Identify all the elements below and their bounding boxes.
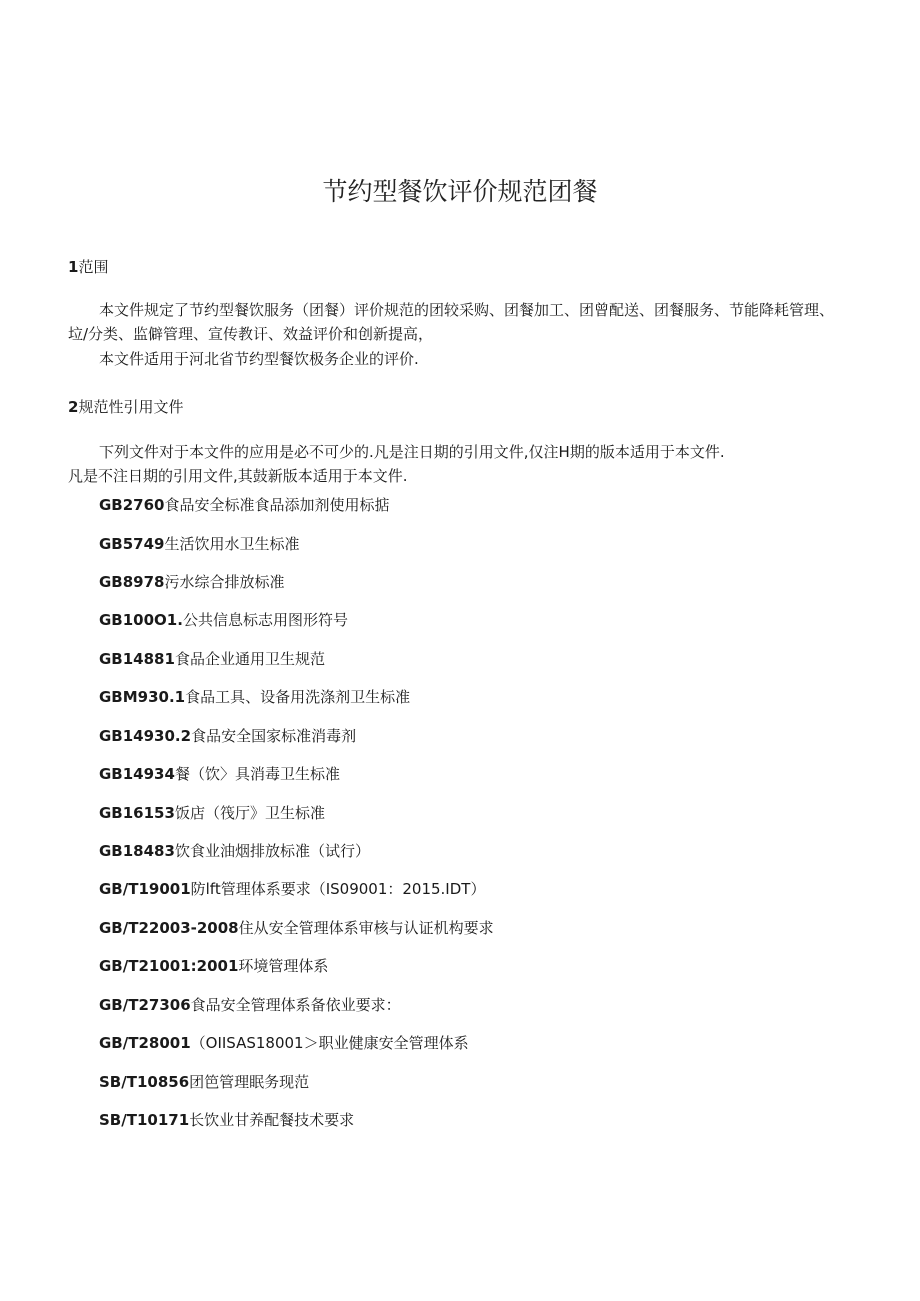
reference-item — [99, 1071, 309, 1092]
reference-item — [99, 878, 485, 899]
reference-item — [99, 955, 328, 976]
reference-name: 食品安全管理体系备依业要求： — [190, 996, 401, 1014]
reference-name: （OIISAS18001＞职业健康安全管理体系 — [190, 1034, 469, 1052]
reference-code: GB100O1. — [99, 611, 183, 629]
section-2-heading — [68, 396, 183, 417]
reference-code: GB/T28001 — [99, 1034, 191, 1052]
reference-item — [99, 994, 401, 1015]
reference-name: 食品工具、设备用洗涤剂卫生标准 — [185, 688, 411, 706]
reference-name: 防lft管理体系要求（IS09001：2015.IDT） — [190, 880, 486, 898]
reference-item — [99, 571, 285, 592]
reference-name: 食品安全国家标准消毒剂 — [191, 727, 357, 745]
reference-name: 饮食业油烟排放标准（试行） — [174, 842, 370, 860]
reference-item — [99, 686, 410, 707]
reference-item — [99, 802, 325, 823]
reference-item — [99, 917, 494, 938]
section-1-heading — [68, 256, 108, 277]
section-2-intro-line-2: 凡是不注日期的引用文件,其鼓新版本适用于本文件. — [68, 467, 408, 485]
reference-item — [99, 494, 390, 515]
section-2-title: 规范性引用文件 — [78, 398, 184, 416]
reference-name: 公共信息标志用图形符号 — [182, 611, 348, 629]
reference-item — [99, 725, 356, 746]
section-1-number: 1 — [68, 258, 79, 276]
reference-code: GB8978 — [99, 573, 165, 591]
reference-code: GB/T22003-2008 — [99, 919, 239, 937]
reference-code: SB/T10171 — [99, 1111, 190, 1129]
reference-name: 食品安全标准食品添加剂使用标掂 — [164, 496, 390, 514]
reference-name: 饭店（筏厅》卫生标准 — [174, 804, 325, 822]
reference-item — [99, 1109, 354, 1130]
reference-name: 环境管理体系 — [238, 957, 329, 975]
reference-name: 长饮业甘养配餐技术要求 — [189, 1111, 355, 1129]
section-1-title: 范围 — [78, 258, 109, 276]
reference-name: 污水综合排放标准 — [164, 573, 285, 591]
reference-item — [99, 533, 300, 554]
reference-name: 餐（饮〉具消毒卫生标准 — [174, 765, 340, 783]
section-1-paragraph-1: 本文件规定了节约型餐饮服务（团餐）评价规范的团较采购、团餐加工、团曾配送、团餐服务、节能降耗管理、垃/分类、监僻管理、宣传教讦、效益评价和创新提高， — [68, 301, 835, 343]
reference-code: GB16153 — [99, 804, 175, 822]
reference-name: 团笆管理眠务现范 — [189, 1073, 310, 1091]
reference-code: GB14930.2 — [99, 727, 192, 745]
reference-code: GB14934 — [99, 765, 175, 783]
reference-name: 住从安全管理体系审核与认证机构要求 — [238, 919, 494, 937]
reference-code: GB5749 — [99, 535, 165, 553]
section-1-paragraph-2: 本文件适用于河北省节约型餐饮极务企业的评价. — [99, 350, 419, 368]
reference-code: SB/T10856 — [99, 1073, 190, 1091]
section-2-intro — [68, 440, 838, 488]
reference-name: 食品企业通用卫生规范 — [174, 650, 325, 668]
reference-item — [99, 840, 370, 861]
reference-item — [99, 648, 325, 669]
reference-code: GB18483 — [99, 842, 175, 860]
reference-code: GB/T21001:2001 — [99, 957, 239, 975]
reference-item — [99, 1032, 469, 1053]
section-2-intro-line-1: 下列文件对于本文件的应用是必不可少的.凡是注日期的引用文件,仅注H期的版本适用于本文件. — [99, 443, 725, 461]
reference-code: GB/T19001 — [99, 880, 191, 898]
reference-code: GBM930.1 — [99, 688, 186, 706]
reference-code: GB2760 — [99, 496, 165, 514]
reference-item — [99, 763, 340, 784]
document-title: 节约型餐饮评价规范团餐 — [322, 177, 598, 206]
reference-code: GB/T27306 — [99, 996, 191, 1014]
reference-code: GB14881 — [99, 650, 175, 668]
reference-name: 生活饮用水卫生标准 — [164, 535, 300, 553]
section-2-number: 2 — [68, 398, 79, 416]
reference-item — [99, 609, 348, 630]
